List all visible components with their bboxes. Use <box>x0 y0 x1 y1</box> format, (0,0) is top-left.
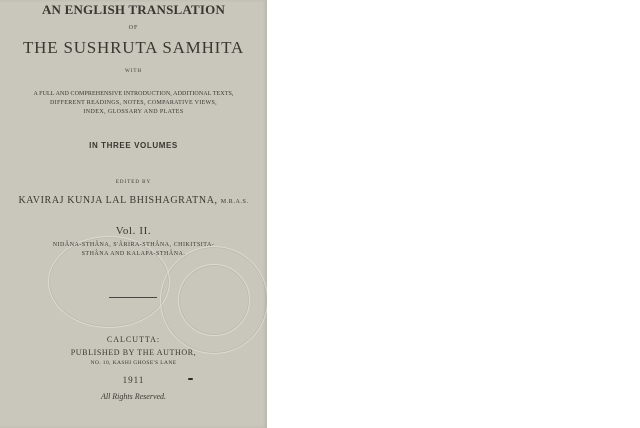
description-line-2: DIFFERENT READINGS, NOTES, COMPARATIVE VIEWS, <box>50 100 217 106</box>
imprint-address: NO. 10, KASHI GHOSE'S LANE <box>90 360 177 366</box>
ink-speck <box>188 378 193 380</box>
volume-label: Vol. II. <box>115 225 152 237</box>
title-page <box>0 0 267 428</box>
volume-contents-2: STHÂNA AND KALAPA-STHÂNA. <box>81 251 186 257</box>
editor-name-main: KAVIRAJ KUNJA LAL BHISHAGRATNA, <box>18 195 218 206</box>
book-title: THE SUSHRUTA SAMHITA <box>22 38 245 57</box>
library-stamp-right-inner <box>178 264 250 336</box>
edited-by: EDITED BY <box>115 180 152 185</box>
title-of: OF <box>128 25 139 31</box>
editor-name <box>0 196 267 206</box>
imprint-city: CALCUTTA: <box>106 335 161 344</box>
library-stamp-left <box>48 236 170 328</box>
imprint-publisher: PUBLISHED BY THE AUTHOR, <box>70 348 197 357</box>
title-with: WITH <box>124 69 143 74</box>
editor-suffix: M.R.A.S. <box>220 199 249 205</box>
description-line-3: INDEX, GLOSSARY AND PLATES <box>83 109 184 115</box>
rights-reserved: All Rights Reserved. <box>100 392 167 401</box>
volumes-note: IN THREE VOLUMES <box>89 141 178 150</box>
volume-contents-1: NIDÂNA-STHÂNA, S'ÂRIRA-STHÂNA, CHIKITSITA- <box>52 242 215 248</box>
description-line-1: A FULL AND COMPREHENSIVE INTRODUCTION, ADDITIONAL TEXTS, <box>33 91 234 97</box>
imprint-year: 1911 <box>122 375 145 385</box>
title-line-1: AN ENGLISH TRANSLATION <box>41 2 226 17</box>
divider-rule <box>109 297 157 298</box>
